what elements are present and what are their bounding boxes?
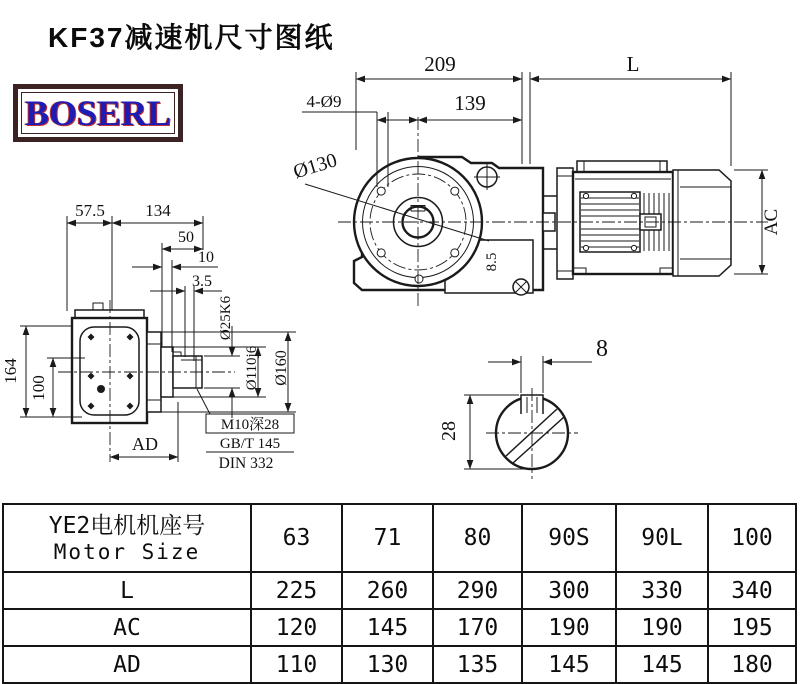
row-label: L bbox=[3, 572, 251, 609]
table-cell: 330 bbox=[616, 572, 708, 609]
page-title: KF37减速机尺寸图纸 bbox=[48, 22, 335, 53]
table-cell: 170 bbox=[433, 609, 522, 646]
table-cell: 145 bbox=[616, 646, 708, 683]
table-cell: 145 bbox=[522, 646, 616, 683]
dim-label-100: 100 bbox=[29, 375, 48, 401]
dim-label-164: 164 bbox=[1, 358, 20, 384]
table-size-col: 90S bbox=[522, 504, 616, 572]
table-cell: 120 bbox=[251, 609, 342, 646]
dim-label-d130: Ø130 bbox=[290, 149, 340, 184]
table-cell: 190 bbox=[616, 609, 708, 646]
front-view bbox=[291, 52, 782, 307]
dim-label-209: 209 bbox=[424, 52, 456, 76]
logo-text: BOSERL bbox=[24, 93, 172, 133]
table-row-AD bbox=[3, 646, 796, 683]
dim-label-AD: AD bbox=[132, 434, 158, 454]
shaft-section-view bbox=[438, 336, 608, 479]
table-row-L bbox=[3, 572, 796, 609]
dim-label-d160: Ø160 bbox=[273, 350, 290, 386]
row-label: AD bbox=[3, 646, 251, 683]
side-view bbox=[1, 201, 296, 472]
table-cell: 195 bbox=[708, 609, 796, 646]
table-size-col: 90L bbox=[616, 504, 708, 572]
table-cell: 340 bbox=[708, 572, 796, 609]
table-header-row bbox=[3, 504, 796, 572]
table-cell: 135 bbox=[433, 646, 522, 683]
dim-label-35: 3.5 bbox=[192, 273, 212, 290]
table-size-col: 100 bbox=[708, 504, 796, 572]
header-en: Motor Size bbox=[53, 540, 201, 565]
table-cell: 300 bbox=[522, 572, 616, 609]
callout-din: DIN 332 bbox=[218, 455, 274, 472]
dim-label-d110: Ø110j6 bbox=[244, 345, 260, 391]
dim-label-575: 57.5 bbox=[75, 201, 105, 220]
dim-label-28: 28 bbox=[438, 421, 460, 441]
dim-label-AC: AC bbox=[761, 208, 782, 236]
dim-label-50: 50 bbox=[178, 229, 194, 246]
header-cn: YE2电机机座号 bbox=[48, 512, 206, 539]
motor-size-table bbox=[2, 503, 797, 684]
table-cell: 110 bbox=[251, 646, 342, 683]
table-cell: 190 bbox=[522, 609, 616, 646]
table-cell: 260 bbox=[342, 572, 433, 609]
table-cell: 130 bbox=[342, 646, 433, 683]
row-label: AC bbox=[3, 609, 251, 646]
callout-thread: M10深28 bbox=[220, 417, 280, 433]
callout-gbt: GB/T 145 bbox=[219, 436, 281, 452]
dim-label-8: 8 bbox=[596, 336, 608, 362]
table-size-col: 71 bbox=[342, 504, 433, 572]
table-size-col: 80 bbox=[433, 504, 522, 572]
dim-label-134: 134 bbox=[145, 201, 171, 220]
dim-label-L: L bbox=[626, 52, 640, 76]
table-cell: 225 bbox=[251, 572, 342, 609]
table-size-col: 63 bbox=[251, 504, 342, 572]
table-cell: 145 bbox=[342, 609, 433, 646]
dim-label-139: 139 bbox=[454, 91, 486, 115]
table-cell: 180 bbox=[708, 646, 796, 683]
table-cell: 290 bbox=[433, 572, 522, 609]
dim-label-85: 8.5 bbox=[484, 252, 500, 272]
dim-label-d25: Ø25K6 bbox=[218, 295, 234, 341]
table-row-AC bbox=[3, 609, 796, 646]
dim-label-10: 10 bbox=[198, 249, 214, 266]
dim-label-4xd9: 4-Ø9 bbox=[306, 92, 342, 111]
table-header-motor-size bbox=[3, 504, 251, 572]
